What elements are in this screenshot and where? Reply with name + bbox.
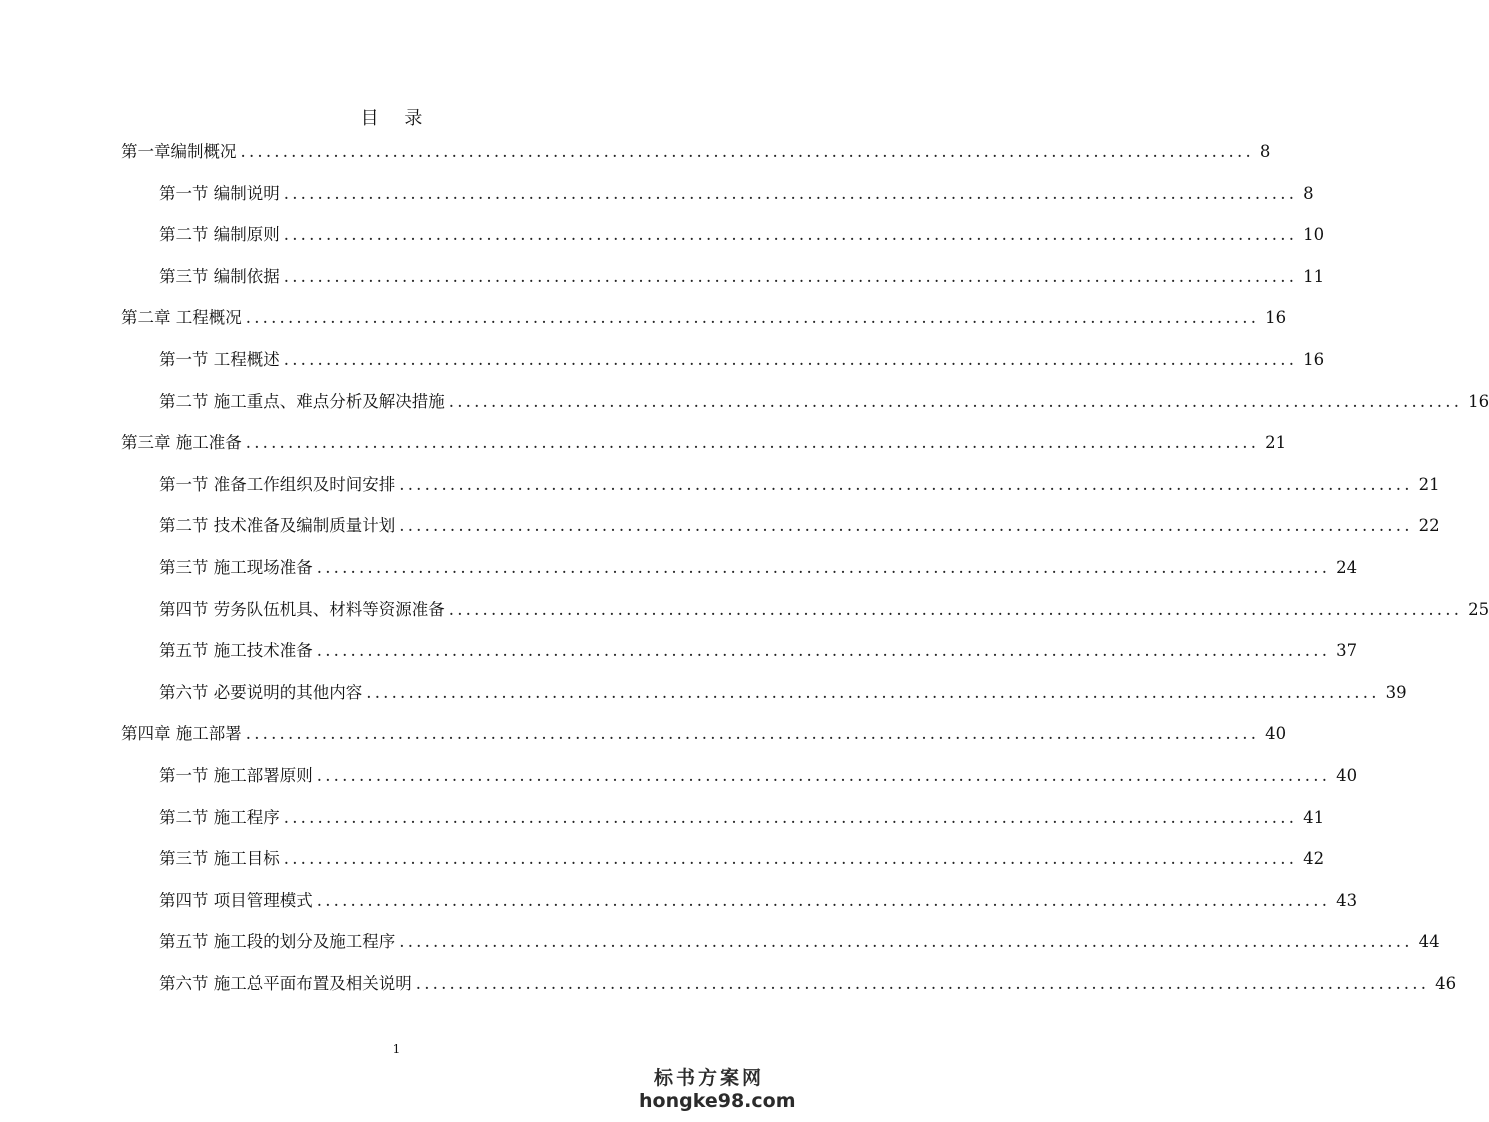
toc-entry-label: 第五节 施工技术准备: [159, 641, 313, 661]
toc-entry-label: 第三章 施工准备: [121, 433, 242, 453]
toc-chapter-entry[interactable]: [121, 304, 1287, 340]
toc-section-entry[interactable]: [159, 928, 1440, 964]
toc-dot-leader: ........................................................................................................................: [316, 558, 1331, 577]
toc-section-entry[interactable]: [159, 346, 1325, 382]
page-number: 1: [392, 1042, 401, 1056]
toc-entry-label: 第二节 施工重点、难点分析及解决措施: [159, 391, 445, 411]
toc-chapter-entry[interactable]: [121, 138, 1271, 174]
toc-title: 目 录: [360, 108, 433, 129]
toc-section-entry[interactable]: [159, 471, 1440, 507]
toc-entry-page: 8: [1259, 142, 1271, 161]
toc-entry-label: 第五节 施工段的划分及施工程序: [159, 932, 396, 952]
toc-dot-leader: ........................................................................................................................: [245, 433, 1260, 453]
toc-section-entry[interactable]: [159, 596, 1489, 632]
toc-entry-page: 44: [1418, 932, 1440, 952]
toc-dot-leader: ........................................................................................................................: [240, 142, 1254, 161]
toc-section-entry[interactable]: [159, 221, 1325, 257]
toc-dot-leader: ........................................................................................................................: [399, 474, 1413, 494]
toc-section-entry[interactable]: [159, 180, 1314, 216]
toc-entry-label: 第三节 编制依据: [159, 266, 280, 286]
site-watermark: [639, 1066, 796, 1112]
toc-dot-leader: ........................................................................................................................: [399, 516, 1413, 536]
toc-entry-page: 16: [1265, 308, 1287, 328]
toc-section-entry[interactable]: [159, 512, 1440, 548]
toc-entry-label: 第三节 施工现场准备: [159, 558, 313, 577]
toc-entry-label: 第一节 编制说明: [159, 183, 280, 203]
toc-dot-leader: ........................................................................................................................: [316, 641, 1331, 661]
toc-entry-label: 第三节 施工目标: [159, 849, 280, 869]
toc-section-entry[interactable]: [159, 804, 1325, 840]
toc-entry-label: 第六节 必要说明的其他内容: [159, 682, 363, 702]
toc-entry-page: 42: [1303, 849, 1325, 869]
toc-section-entry[interactable]: [159, 388, 1489, 424]
toc-section-entry[interactable]: [159, 554, 1358, 590]
toc-chapter-entry[interactable]: [121, 429, 1287, 465]
toc-entry-label: 第一节 工程概述: [159, 350, 280, 369]
toc-entry-page: 41: [1303, 807, 1325, 827]
toc-entry-page: 8: [1303, 183, 1314, 203]
toc-dot-leader: ........................................................................................................................: [283, 350, 1298, 369]
toc-entry-label: 第一节 施工部署原则: [159, 766, 313, 785]
toc-dot-leader: ........................................................................................................................: [448, 391, 1463, 411]
toc-entry-page: 22: [1418, 516, 1440, 536]
toc-dot-leader: ........................................................................................................................: [283, 183, 1298, 203]
toc-entry-page: 16: [1468, 391, 1489, 411]
toc-entry-page: 25: [1468, 599, 1489, 619]
toc-entry-page: 10: [1303, 225, 1325, 245]
toc-entry-label: 第一章编制概况: [121, 142, 237, 161]
toc-dot-leader: ........................................................................................................................: [245, 724, 1260, 744]
toc-entry-page: 16: [1303, 350, 1325, 369]
toc-dot-leader: ........................................................................................................................: [245, 308, 1260, 328]
toc-dot-leader: ........................................................................................................................: [283, 807, 1298, 827]
toc-section-entry[interactable]: [159, 970, 1457, 1006]
toc-dot-leader: ........................................................................................................................: [283, 225, 1298, 245]
toc-entry-page: 11: [1303, 266, 1325, 286]
toc-entry-label: 第二节 编制原则: [159, 225, 280, 245]
watermark-url-text: hongke98.com: [639, 1090, 796, 1112]
toc-dot-leader: ........................................................................................................................: [366, 682, 1380, 702]
toc-entry-label: 第一节 准备工作组织及时间安排: [159, 474, 396, 494]
toc-entry-page: 43: [1336, 890, 1358, 910]
toc-section-entry[interactable]: [159, 637, 1358, 673]
toc-entry-label: 第四节 项目管理模式: [159, 890, 313, 910]
toc-section-entry[interactable]: [159, 845, 1325, 881]
toc-entry-label: 第二章 工程概况: [121, 308, 242, 328]
toc-dot-leader: ........................................................................................................................: [399, 932, 1413, 952]
toc-entry-page: 40: [1265, 724, 1287, 744]
toc-entry-page: 21: [1265, 433, 1287, 453]
toc-section-entry[interactable]: [159, 263, 1325, 299]
toc-section-entry[interactable]: [159, 887, 1358, 923]
toc-entry-label: 第四节 劳务队伍机具、材料等资源准备: [159, 599, 445, 619]
toc-dot-leader: ........................................................................................................................: [415, 974, 1430, 993]
toc-entry-label: 第四章 施工部署: [121, 724, 242, 744]
toc-entry-label: 第六节 施工总平面布置及相关说明: [159, 974, 412, 993]
toc-entry-label: 第二节 技术准备及编制质量计划: [159, 516, 396, 536]
toc-dot-leader: ........................................................................................................................: [448, 599, 1463, 619]
toc-dot-leader: ........................................................................................................................: [316, 766, 1331, 785]
toc-dot-leader: ........................................................................................................................: [316, 890, 1331, 910]
toc-section-entry[interactable]: [159, 679, 1407, 715]
toc-entry-page: 40: [1336, 766, 1358, 785]
toc-entry-page: 21: [1418, 474, 1440, 494]
toc-entry-page: 46: [1435, 974, 1457, 993]
toc-dot-leader: ........................................................................................................................: [283, 266, 1298, 286]
toc-entry-page: 24: [1336, 558, 1358, 577]
toc-entry-page: 39: [1385, 682, 1407, 702]
toc-section-entry[interactable]: [159, 762, 1358, 798]
toc-dot-leader: ........................................................................................................................: [283, 849, 1298, 869]
toc-entry-label: 第二节 施工程序: [159, 807, 280, 827]
toc-entry-page: 37: [1336, 641, 1358, 661]
toc-chapter-entry[interactable]: [121, 720, 1287, 756]
watermark-cn-text: 标书方案网: [653, 1067, 764, 1089]
